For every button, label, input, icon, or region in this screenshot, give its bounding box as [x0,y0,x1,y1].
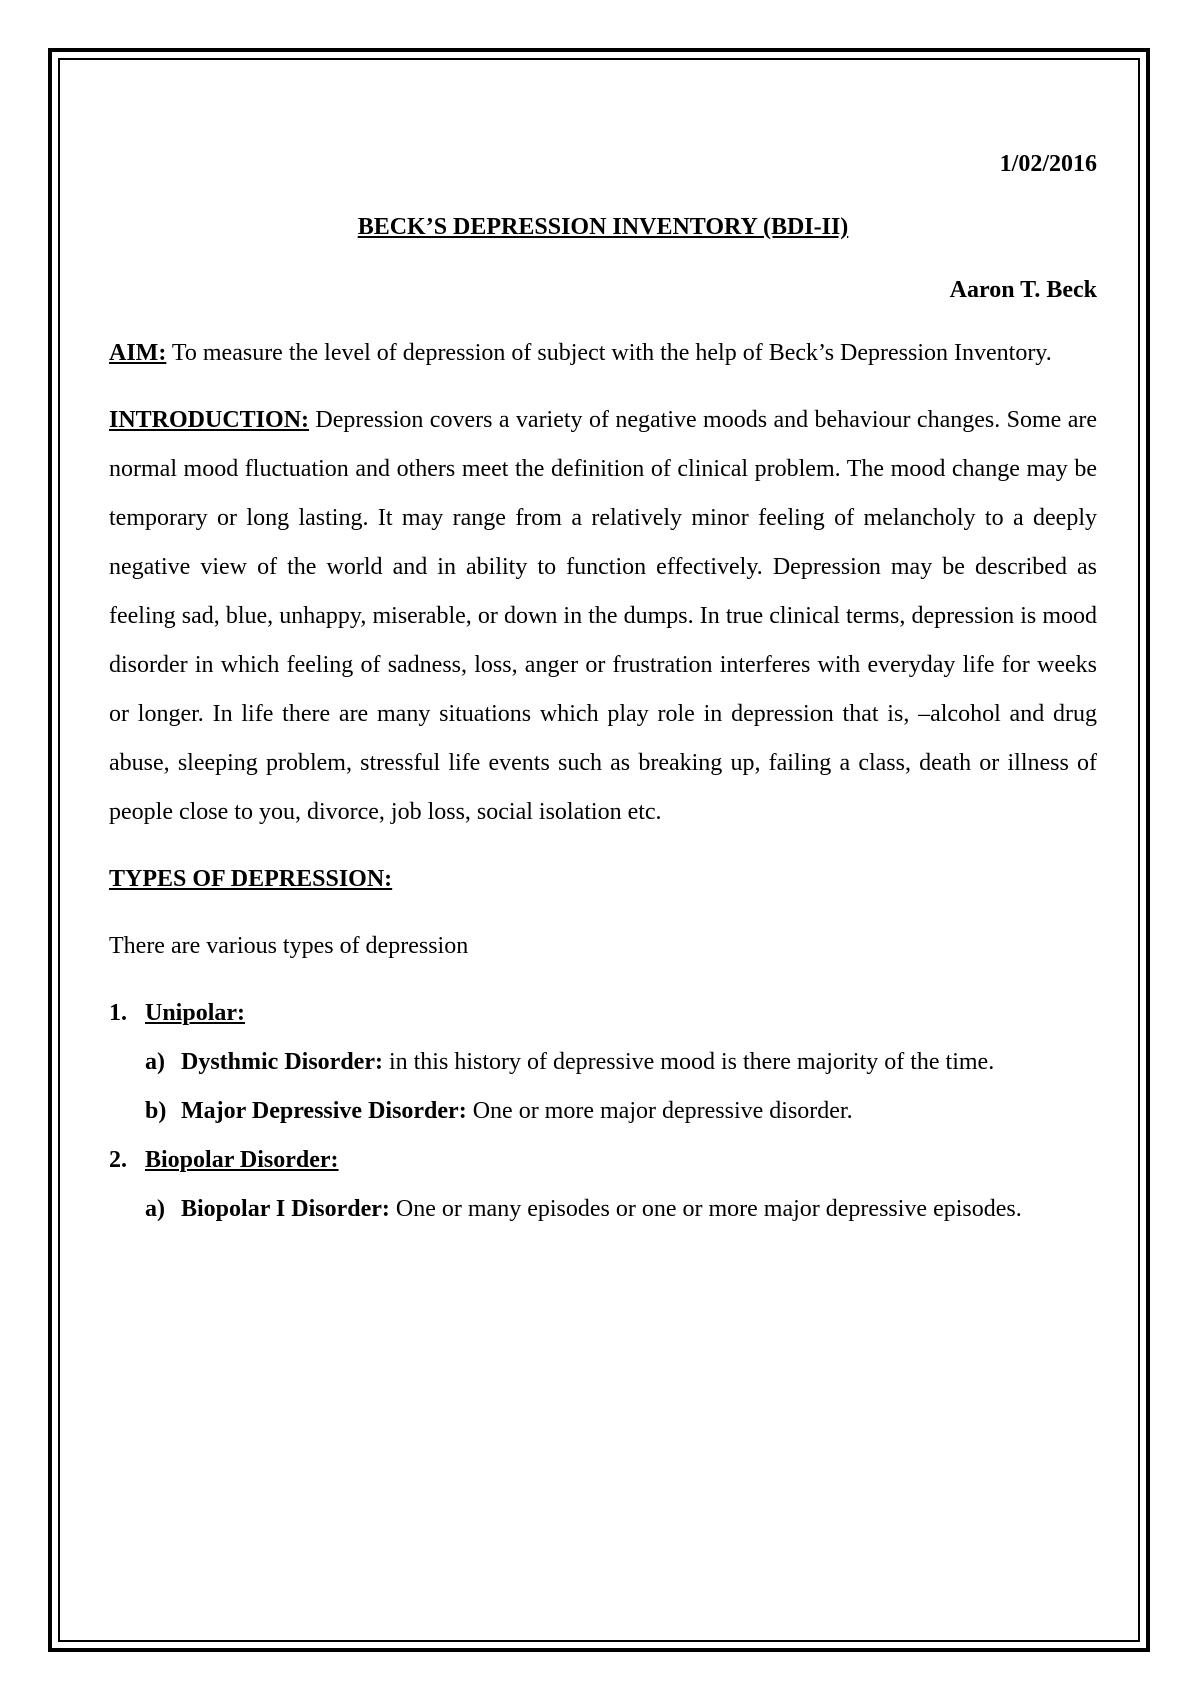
introduction-paragraph [109,396,1097,837]
document-author: Aaron T. Beck [949,277,1097,303]
aim-paragraph [109,329,1097,378]
aim-label: AIM: [109,340,167,366]
sub-text [181,1087,1097,1136]
document-title: BECK’S DEPRESSION INVENTORY (BDI-II) [357,214,849,240]
list-item-unipolar [109,989,1097,1038]
sub-label: Biopolar I Disorder: [181,1196,390,1222]
sub-label: Major Depressive Disorder: [181,1098,467,1124]
list-number: 2. [109,1147,127,1173]
sub-letter: a) [145,1196,165,1222]
document-body [109,140,1097,1234]
sub-text [181,1038,1097,1087]
sub-letter: b) [145,1098,167,1124]
sub-item-major-depressive [145,1087,1097,1136]
sub-item-biopolar-i [145,1185,1097,1234]
list-title: Unipolar: [145,1000,246,1026]
sub-letter: a) [145,1049,165,1075]
aim-text: To measure the level of depression of subject with the help of Beck’s Depression Inventory. [166,340,1052,366]
document-date: 1/02/2016 [999,151,1097,177]
sub-text [181,1185,1097,1234]
introduction-label: INTRODUCTION: [109,407,310,433]
list-title: Biopolar Disorder: [145,1147,339,1173]
list-item-biopolar [109,1136,1097,1185]
sub-item-dysthmic [145,1038,1097,1087]
introduction-text: Depression covers a variety of negative moods and behaviour changes. Some are normal mood fluctuation and others meet the definition of clinical problem. The mood change may be temporary or long lasting. It may range from a relatively minor feeling of melancholy to a deeply negative view of the world and in ability to function effectively. Depression may be described as feeling sad, blue, unhappy, miserable, or down in the dumps. In true clinical terms, depression is mood disorder in which feeling of sadness, loss, anger or frustration interferes with everyday life for weeks or longer. In life there are many situations which play role in depression that is, –alcohol and drug abuse, sleeping problem, stressful life events such as breaking up, failing a class, death or illness of people close to you, divorce, job loss, social isolation etc. [109,407,1097,825]
sub-description: in this history of depressive mood is there majority of the time. [382,1049,995,1075]
sub-description: One or many episodes or one or more major depressive episodes. [389,1196,1022,1222]
list-number: 1. [109,1000,127,1026]
sub-label: Dysthmic Disorder: [181,1049,383,1075]
types-heading: TYPES OF DEPRESSION: [109,866,393,892]
types-intro: There are various types of depression [109,933,469,959]
sub-description: One or more major depressive disorder. [466,1098,853,1124]
